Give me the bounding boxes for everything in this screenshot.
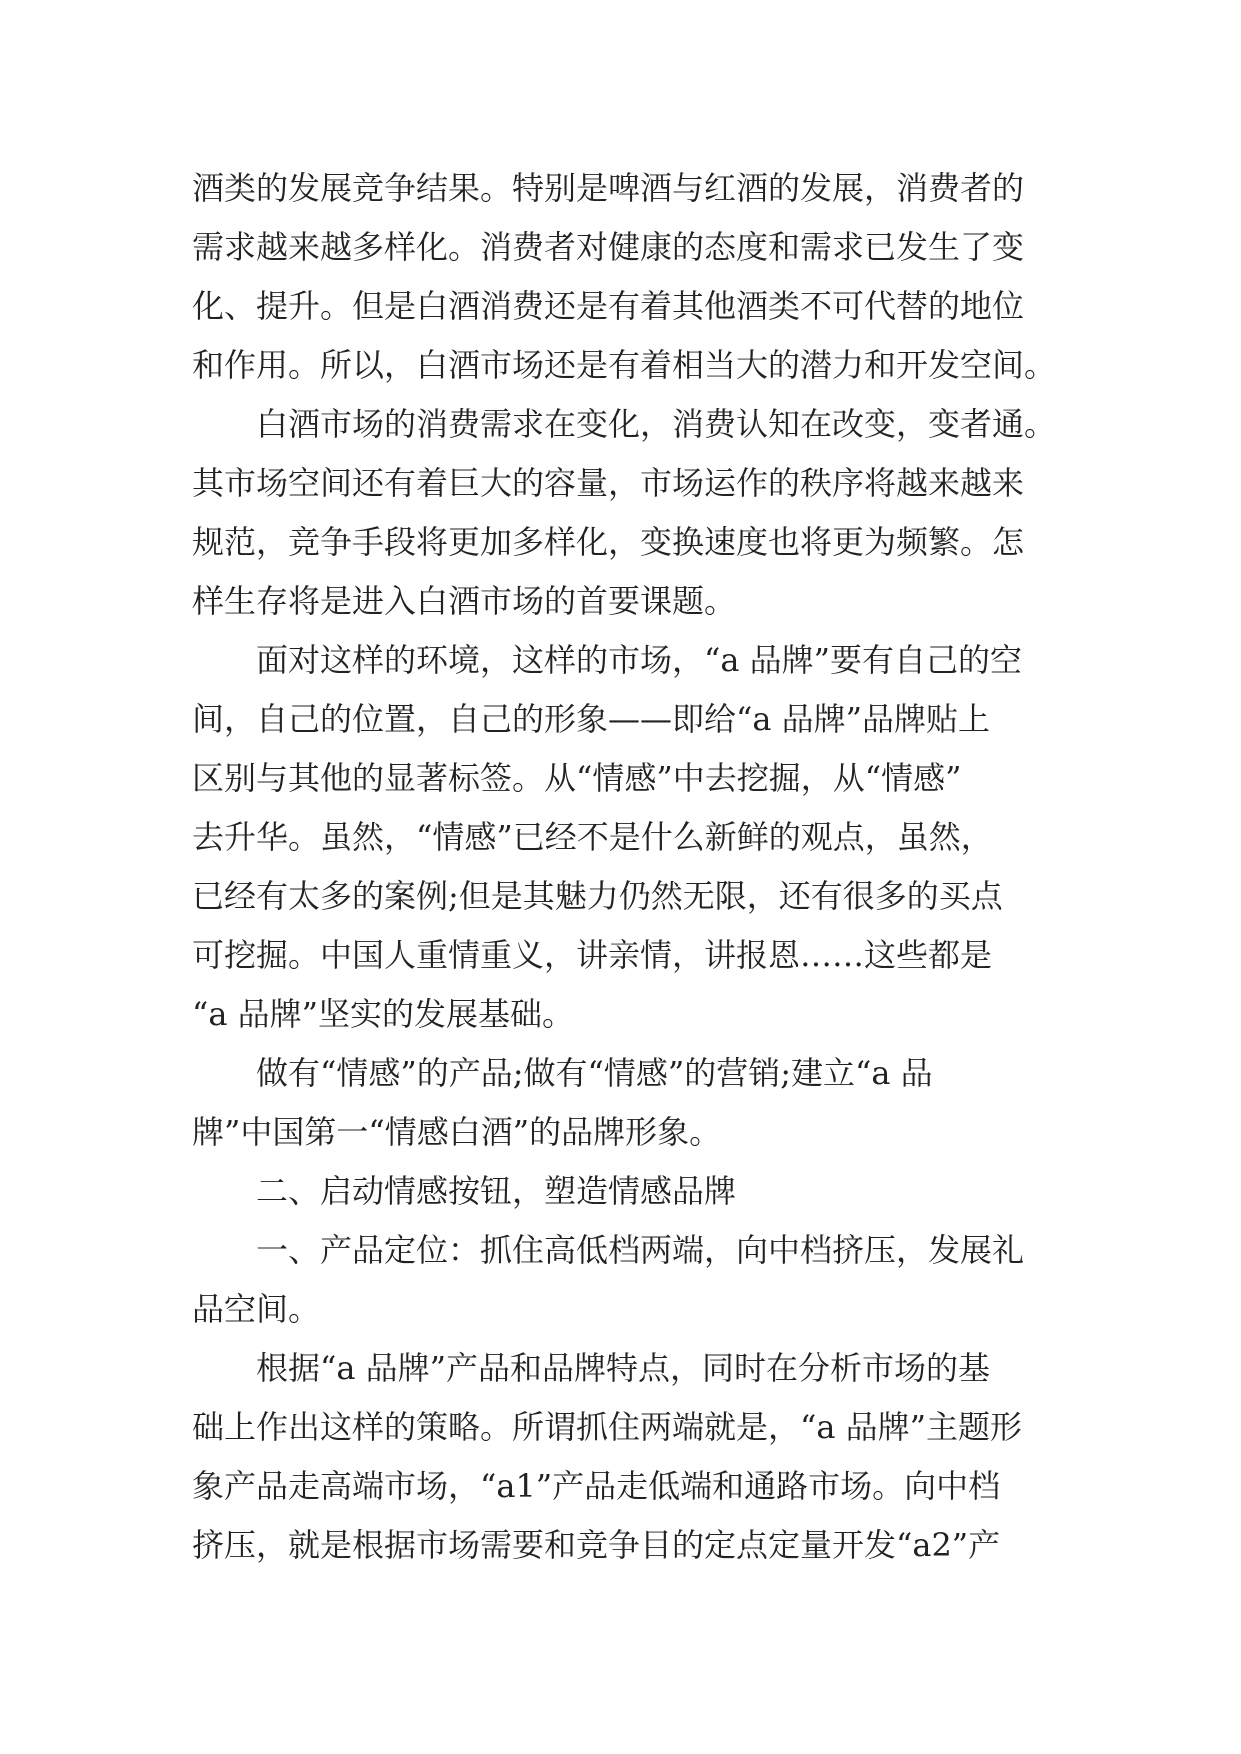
text-line: 去升华。虽然，“情感”已经不是什么新鲜的观点，虽然， [192, 818, 993, 856]
text-line: 酒类的发展竞争结果。特别是啤酒与红酒的发展，消费者的 [192, 169, 1025, 207]
text-line: 样生存将是进入白酒市场的首要课题。 [192, 582, 737, 620]
paragraph-first-line: 做有“情感”的产品;做有“情感”的营销;建立“a 品 [256, 1054, 933, 1092]
text-line: 品空间。 [192, 1290, 321, 1328]
text-line: 础上作出这样的策略。所谓抓住两端就是，“a 品牌”主题形 [192, 1408, 1022, 1446]
text-line: 牌”中国第一“情感白酒”的品牌形象。 [192, 1113, 722, 1151]
text-line: 和作用。所以，白酒市场还是有着相当大的潜力和开发空间。 [192, 346, 1057, 384]
text-line: 化、提升。但是白酒消费还是有着其他酒类不可代替的地位 [192, 287, 1025, 325]
paragraph-first-line: 根据“a 品牌”产品和品牌特点，同时在分析市场的基 [256, 1349, 990, 1387]
text-line: 区别与其他的显著标签。从“情感”中去挖掘，从“情感” [192, 759, 962, 797]
document-body [192, 159, 1072, 1575]
text-line: “a 品牌”坚实的发展基础。 [192, 995, 574, 1033]
subsection-heading: 一、产品定位：抓住高低档两端，向中档挤压，发展礼 [256, 1231, 1025, 1269]
text-line: 象产品走高端市场，“a1”产品走低端和通路市场。向中档 [192, 1467, 1001, 1505]
section-heading: 二、启动情感按钮，塑造情感品牌 [256, 1172, 737, 1210]
text-line: 其市场空间还有着巨大的容量，市场运作的秩序将越来越来 [192, 464, 1025, 502]
paragraph-first-line: 白酒市场的消费需求在变化，消费认知在改变，变者通。 [256, 405, 1057, 443]
text-line: 间，自己的位置，自己的形象——即给“a 品牌”品牌贴上 [192, 700, 990, 738]
text-line: 已经有太多的案例;但是其魅力仍然无限，还有很多的买点 [192, 877, 1003, 915]
text-line: 可挖掘。中国人重情重义，讲亲情，讲报恩……这些都是 [192, 936, 993, 974]
paragraph-first-line: 面对这样的环境，这样的市场，“a 品牌”要有自己的空 [256, 641, 1022, 679]
text-line: 规范，竞争手段将更加多样化，变换速度也将更为频繁。怎 [192, 523, 1025, 561]
text-line: 挤压，就是根据市场需要和竞争目的定点定量开发“a2”产 [192, 1526, 1001, 1564]
text-line: 需求越来越多样化。消费者对健康的态度和需求已发生了变 [192, 228, 1025, 266]
